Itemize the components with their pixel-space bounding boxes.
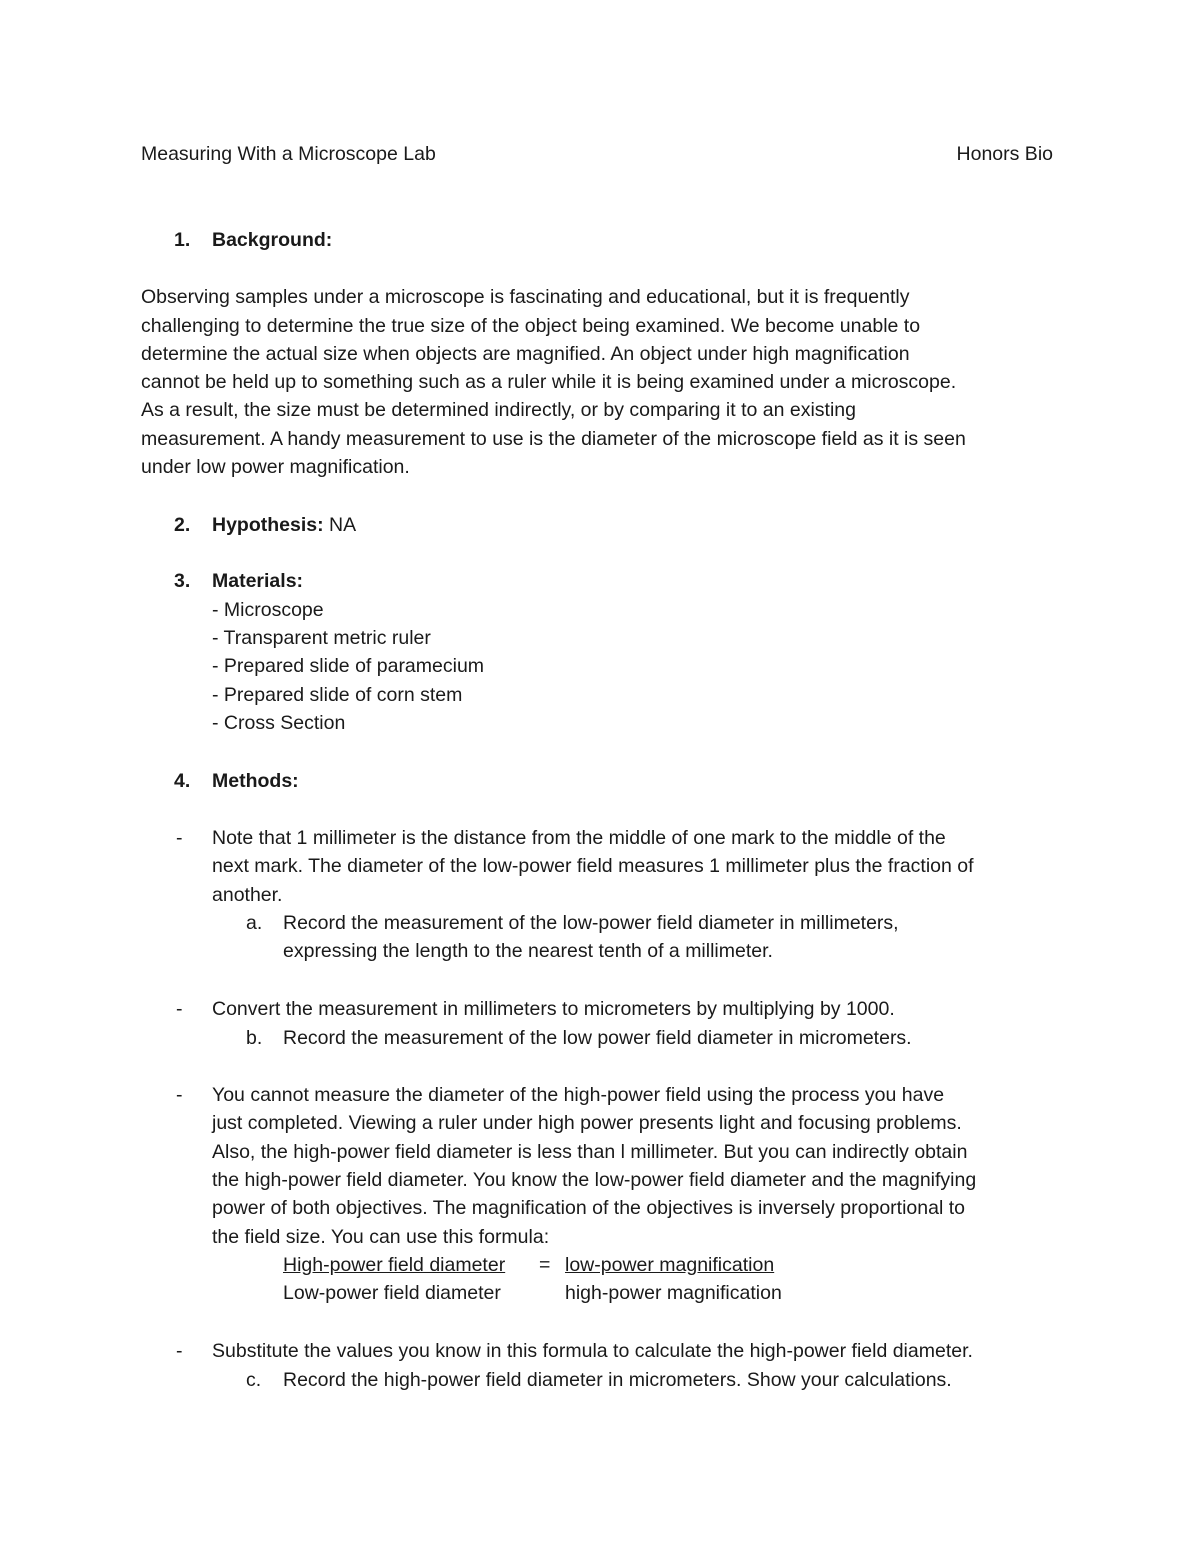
- section-number-hypothesis: 2.: [174, 514, 191, 536]
- background-line: measurement. A handy measurement to use is the diameter of the microscope field as it is seen: [141, 428, 966, 450]
- sub-step-letter: b.: [246, 1027, 263, 1049]
- section-number-background: 1.: [174, 229, 191, 251]
- method-step-line: Substitute the values you know in this formula to calculate the high-power field diameter.: [212, 1340, 973, 1362]
- background-line: As a result, the size must be determined indirectly, or by comparing it to an existing: [141, 399, 856, 421]
- material-item: - Cross Section: [212, 712, 346, 734]
- method-step-line: You cannot measure the diameter of the high-power field using the process you have: [212, 1084, 945, 1106]
- section-heading-materials: Materials:: [212, 570, 304, 592]
- method-bullet: -: [176, 827, 183, 849]
- method-step-line: Note that 1 millimeter is the distance from the middle of one mark to the middle of the: [212, 827, 946, 849]
- background-line: cannot be held up to something such as a ruler while it is being examined under a microscope.: [141, 371, 957, 393]
- material-item: - Prepared slide of corn stem: [212, 684, 463, 706]
- course-name: Honors Bio: [956, 143, 1053, 165]
- section-number-methods: 4.: [174, 770, 191, 792]
- method-step-line: Convert the measurement in millimeters to micrometers by multiplying by 1000.: [212, 998, 895, 1020]
- section-heading-methods: Methods:: [212, 770, 299, 792]
- hypothesis-line: [212, 511, 356, 539]
- formula-equals: =: [539, 1254, 551, 1276]
- section-heading-hypothesis: Hypothesis:: [212, 514, 324, 536]
- method-step-line: power of both objectives. The magnification of the objectives is inversely proportional to: [212, 1197, 965, 1219]
- formula-right-numerator: low-power magnification: [565, 1254, 775, 1276]
- formula-left-numerator: High-power field diameter: [283, 1254, 506, 1276]
- section-heading-background: Background:: [212, 229, 333, 251]
- background-line: determine the actual size when objects are magnified. An object under high magnification: [141, 343, 910, 365]
- background-line: under low power magnification.: [141, 456, 410, 478]
- sub-step-letter: a.: [246, 912, 263, 934]
- method-step-line: Also, the high-power field diameter is less than l millimeter. But you can indirectly obtain: [212, 1141, 968, 1163]
- sub-step-letter: c.: [246, 1369, 262, 1391]
- method-step-line: the high-power field diameter. You know the low-power field diameter and the magnifying: [212, 1169, 977, 1191]
- material-item: - Transparent metric ruler: [212, 627, 431, 649]
- method-bullet: -: [176, 1340, 183, 1362]
- sub-step-line: Record the measurement of the low-power field diameter in millimeters,: [283, 912, 899, 934]
- sub-step-line: expressing the length to the nearest tenth of a millimeter.: [283, 940, 773, 962]
- hypothesis-value: NA: [323, 514, 357, 536]
- method-bullet: -: [176, 1084, 183, 1106]
- method-step-line: just completed. Viewing a ruler under high power presents light and focusing problems.: [212, 1112, 962, 1134]
- formula-left-denominator: Low-power field diameter: [283, 1282, 501, 1304]
- method-step-line: next mark. The diameter of the low-power field measures 1 millimeter plus the fraction of: [212, 855, 974, 877]
- section-number-materials: 3.: [174, 570, 191, 592]
- background-line: challenging to determine the true size of the object being examined. We become unable to: [141, 315, 921, 337]
- material-item: - Prepared slide of paramecium: [212, 655, 485, 677]
- method-bullet: -: [176, 998, 183, 1020]
- material-item: - Microscope: [212, 599, 324, 621]
- method-step-line: another.: [212, 884, 283, 906]
- method-step-line: the field size. You can use this formula:: [212, 1226, 550, 1248]
- sub-step-line: Record the high-power field diameter in micrometers. Show your calculations.: [283, 1369, 952, 1391]
- document-title: Measuring With a Microscope Lab: [141, 143, 436, 165]
- sub-step-line: Record the measurement of the low power field diameter in micrometers.: [283, 1027, 912, 1049]
- formula-right-denominator: high-power magnification: [565, 1282, 782, 1304]
- background-line: Observing samples under a microscope is fascinating and educational, but it is frequently: [141, 286, 910, 308]
